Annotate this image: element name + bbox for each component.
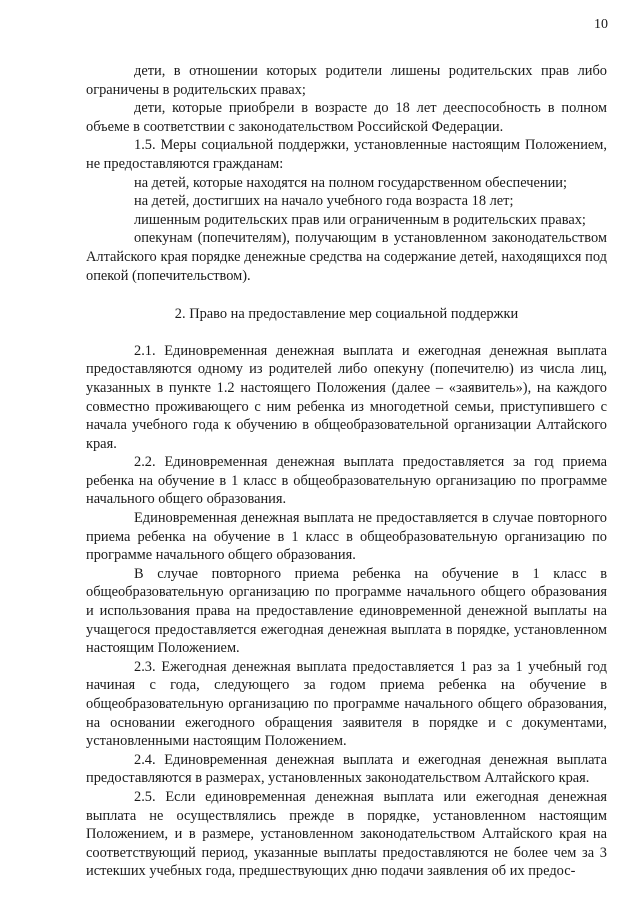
paragraph: лишенным родительских прав или ограниченным в родительских правах;: [134, 211, 586, 228]
paragraph: 2.3. Ежегодная денежная выплата предоставляется 1 раз за 1 учебный год начиная с года, следующего за годом приема ребенка на обучение в общеобразовательную организацию по программе начального общего образования, на основании ежегодного обращения заявителя в порядке и с документами, установленными настоящим Положением.: [86, 658, 607, 750]
paragraph: 1.5. Меры социальной поддержки, установленные настоящим Положением, не предоставляются гражданам:: [86, 137, 607, 172]
section-heading: 2. Право на предоставление мер социальной поддержки: [174, 306, 519, 323]
paragraph: 2.5. Если единовременная денежная выплата или ежегодная денежная выплата не осуществлялись прежде в порядке, установленном настоящим Положением, и в размере, установленном законодательством Алтайского края на соответствующий период, указанные выплаты предоставляются не более чем за 3 истекших учебных года, предшествующих дню подачи заявления об их предос-: [86, 788, 607, 880]
paragraph: В случае повторного приема ребенка на обучение в 1 класс в общеобразовательную организацию по программе начального общего образования и использования права на предоставление единовременной денежной выплаты на учащегося предоставляется ежегодная денежная выплата в порядке, установленном настоящим Положением.: [86, 565, 607, 657]
paragraph: дети, в отношении которых родители лишены родительских прав либо ограничены в родительских правах;: [86, 63, 607, 98]
document-body: [86, 62, 607, 881]
paragraph: 2.1. Единовременная денежная выплата и ежегодная денежная выплата предоставляются одному из родителей либо опекуну (попечителю) из числа лиц, указанных в пункте 1.2 настоящего Положения (далее – «заявитель»), на каждого совместно проживающего с ним ребенка из многодетной семьи, приступившего с начала учебного года к обучению в общеобразовательной организации Алтайского края.: [86, 342, 607, 452]
paragraph: на детей, достигших на начало учебного года возраста 18 лет;: [134, 193, 514, 210]
paragraph: дети, которые приобрели в возрасте до 18 лет дееспособность в полном объеме в соответствии с законодательством Российской Федерации.: [86, 100, 607, 135]
page-number: 10: [594, 17, 608, 32]
paragraph: на детей, которые находятся на полном государственном обеспечении;: [134, 174, 568, 191]
paragraph: 2.2. Единовременная денежная выплата предоставляется за год приема ребенка на обучение в 1 класс в общеобразовательную организацию по программе начального общего образования.: [86, 454, 607, 508]
paragraph: Единовременная денежная выплата не предоставляется в случае повторного приема ребенка на обучение в 1 класс в общеобразовательную организацию по программе начального общего образования.: [86, 510, 607, 564]
paragraph: 2.4. Единовременная денежная выплата и ежегодная денежная выплата предоставляются в размерах, установленных законодательством Алтайского края.: [86, 751, 607, 787]
paragraph: опекунам (попечителям), получающим в установленном законодательством Алтайского края порядке денежные средства на содержание детей, находящихся под опекой (попечительством).: [86, 230, 607, 284]
